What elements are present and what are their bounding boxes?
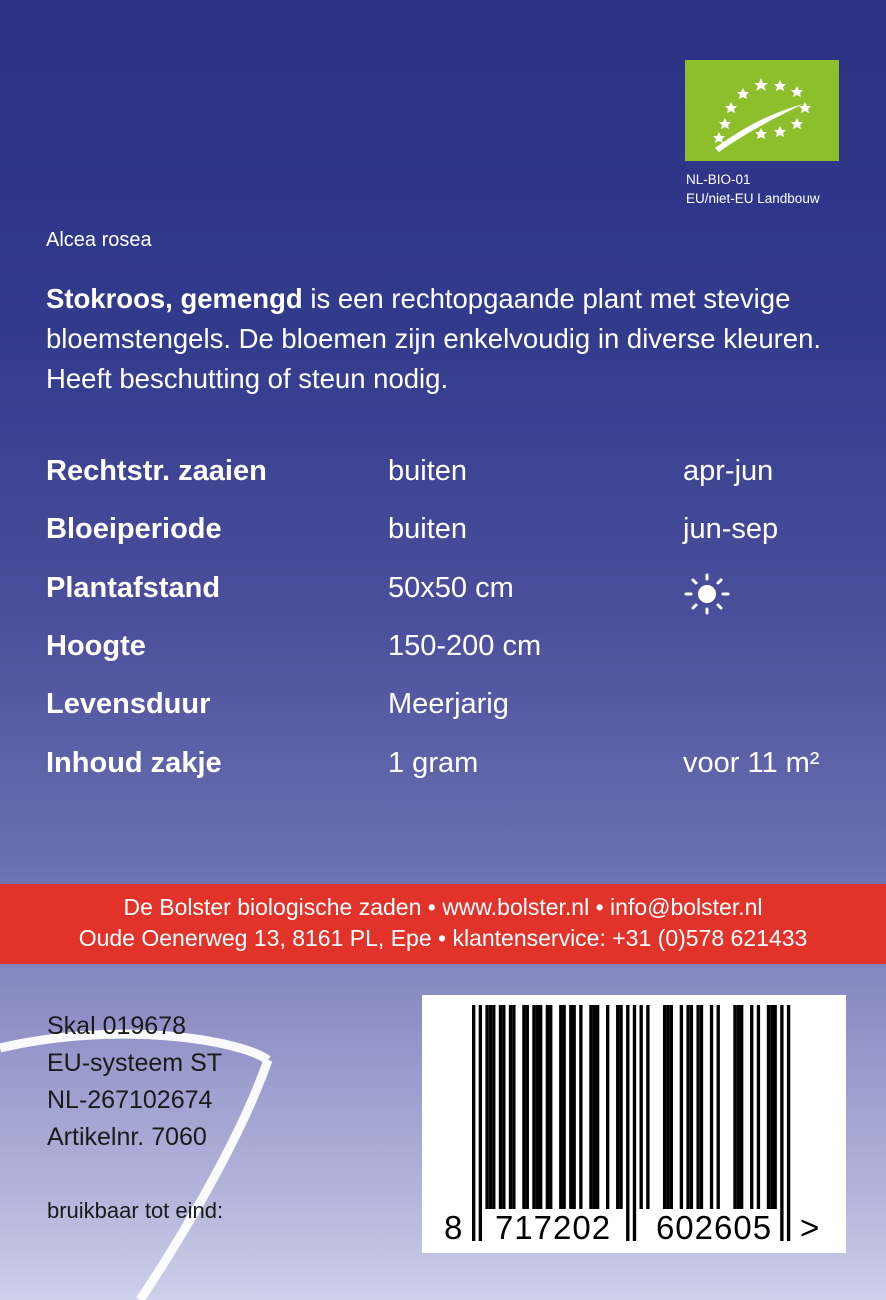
barcode-bar [690,1005,693,1209]
barcode-bar [579,1005,582,1209]
barcode-bar [489,1005,492,1209]
barcode-bar [569,1005,572,1209]
barcode [422,995,846,1253]
barcode-bar [606,1005,609,1209]
barcode-bar [633,1005,636,1241]
barcode-bar [750,1005,753,1209]
barcode-bar [774,1005,777,1209]
barcode-bar [700,1005,703,1209]
spec-row-sowing [0,455,886,495]
spec-value: buiten [388,455,468,487]
spec-label: Hoogte [46,630,146,662]
spec-row-content [0,747,886,787]
barcode-bar [740,1005,743,1209]
barcode-bar [767,1005,770,1209]
sun-icon [683,572,733,618]
barcode-left-group: 717202 [494,1209,612,1246]
barcode-bar [596,1005,599,1209]
certification-info [47,1008,222,1156]
barcode-bar [502,1005,505,1209]
barcode-bar [780,1005,783,1241]
barcode-bar [663,1005,666,1209]
description-text: is een rechtopgaande plant met stevige bloemstengels. De bloemen zijn enkelvoudig in diverse kleuren. Heeft beschutting of steun nodig. [46,283,822,394]
spec-row-lifespan [0,688,886,728]
product-description [46,279,856,399]
barcode-bar [616,1005,619,1209]
skal-number: Skal 019678 [47,1012,187,1040]
spec-value: 1 gram [388,747,479,779]
barcode-bar [536,1005,539,1209]
barcode-bar [479,1005,482,1241]
spec-label: Rechtstr. zaaien [46,455,267,487]
spec-label: Inhoud zakje [46,747,222,779]
barcode-bar [680,1005,683,1209]
latin-name: Alcea rosea [46,229,152,251]
company-contact-line: De Bolster biologische zaden • www.bolster.nl • info@bolster.nl [123,894,763,920]
eu-system: EU-systeem ST [47,1049,223,1077]
spec-label: Levensduur [46,688,211,720]
barcode-bar [787,1005,790,1241]
spec-value: Meerjarig [388,688,509,720]
barcode-bar [573,1005,576,1209]
barcode-bar [670,1005,673,1209]
barcode-bar [532,1005,535,1209]
barcode-first-digit: 8 [444,1209,463,1246]
barcode-bar [646,1005,649,1209]
barcode-bar [666,1005,669,1209]
barcode-bar [509,1005,512,1209]
product-name: Stokroos, gemengd [46,283,303,314]
spec-label: Bloeiperiode [46,513,222,545]
barcode-bar [640,1005,643,1209]
company-info-band [0,884,886,964]
spec-extra: voor 11 m² [683,747,820,779]
company-address-line: Oude Oenerweg 13, 8161 PL, Epe • klantenservice: +31 (0)578 621433 [78,925,808,951]
barcode-bar [512,1005,515,1209]
barcode-bar [539,1005,542,1209]
eu-leaf-icon [685,60,839,161]
barcode-bar [619,1005,622,1209]
certification-origin: EU/niet-EU Landbouw [686,191,820,206]
barcode-bar [696,1005,699,1209]
spec-extra: apr-jun [683,455,774,487]
barcode-bar [626,1005,629,1241]
barcode-bar [710,1005,713,1209]
barcode-bar [522,1005,525,1209]
spec-value: 150-200 cm [388,630,542,662]
barcode-end-mark: > [800,1209,820,1246]
barcode-bar [686,1005,689,1209]
spec-row-bloom [0,513,886,553]
spec-value: buiten [388,513,468,545]
barcode-bar [717,1005,720,1209]
best-before-label: bruikbaar tot eind: [47,1198,224,1223]
certification-text [686,170,820,208]
barcode-bar [499,1005,502,1209]
barcode-bar [526,1005,529,1209]
eu-organic-logo [685,60,839,161]
spec-label: Plantafstand [46,572,221,604]
article-number: Artikelnr. 7060 [47,1123,207,1151]
barcode-bar [562,1005,565,1209]
nl-number: NL-267102674 [47,1086,213,1114]
barcode-bar [737,1005,740,1209]
barcode-bar [593,1005,596,1209]
barcode-bar [757,1005,760,1209]
barcode-bar [733,1005,736,1209]
barcode-bar [472,1005,475,1241]
barcode-bar [549,1005,552,1209]
barcode-bar [492,1005,495,1209]
spec-value: 50x50 cm [388,572,514,604]
barcode-bar [770,1005,773,1209]
spec-row-spacing [0,572,886,612]
barcode-bar [546,1005,549,1209]
barcode-bar [589,1005,592,1209]
barcode-bar [559,1005,562,1209]
barcode-right-group: 602605 [655,1209,773,1246]
barcode-bar [485,1005,488,1209]
spec-row-height [0,630,886,670]
spec-extra: jun-sep [683,513,779,545]
certification-code: NL-BIO-01 [686,172,751,187]
